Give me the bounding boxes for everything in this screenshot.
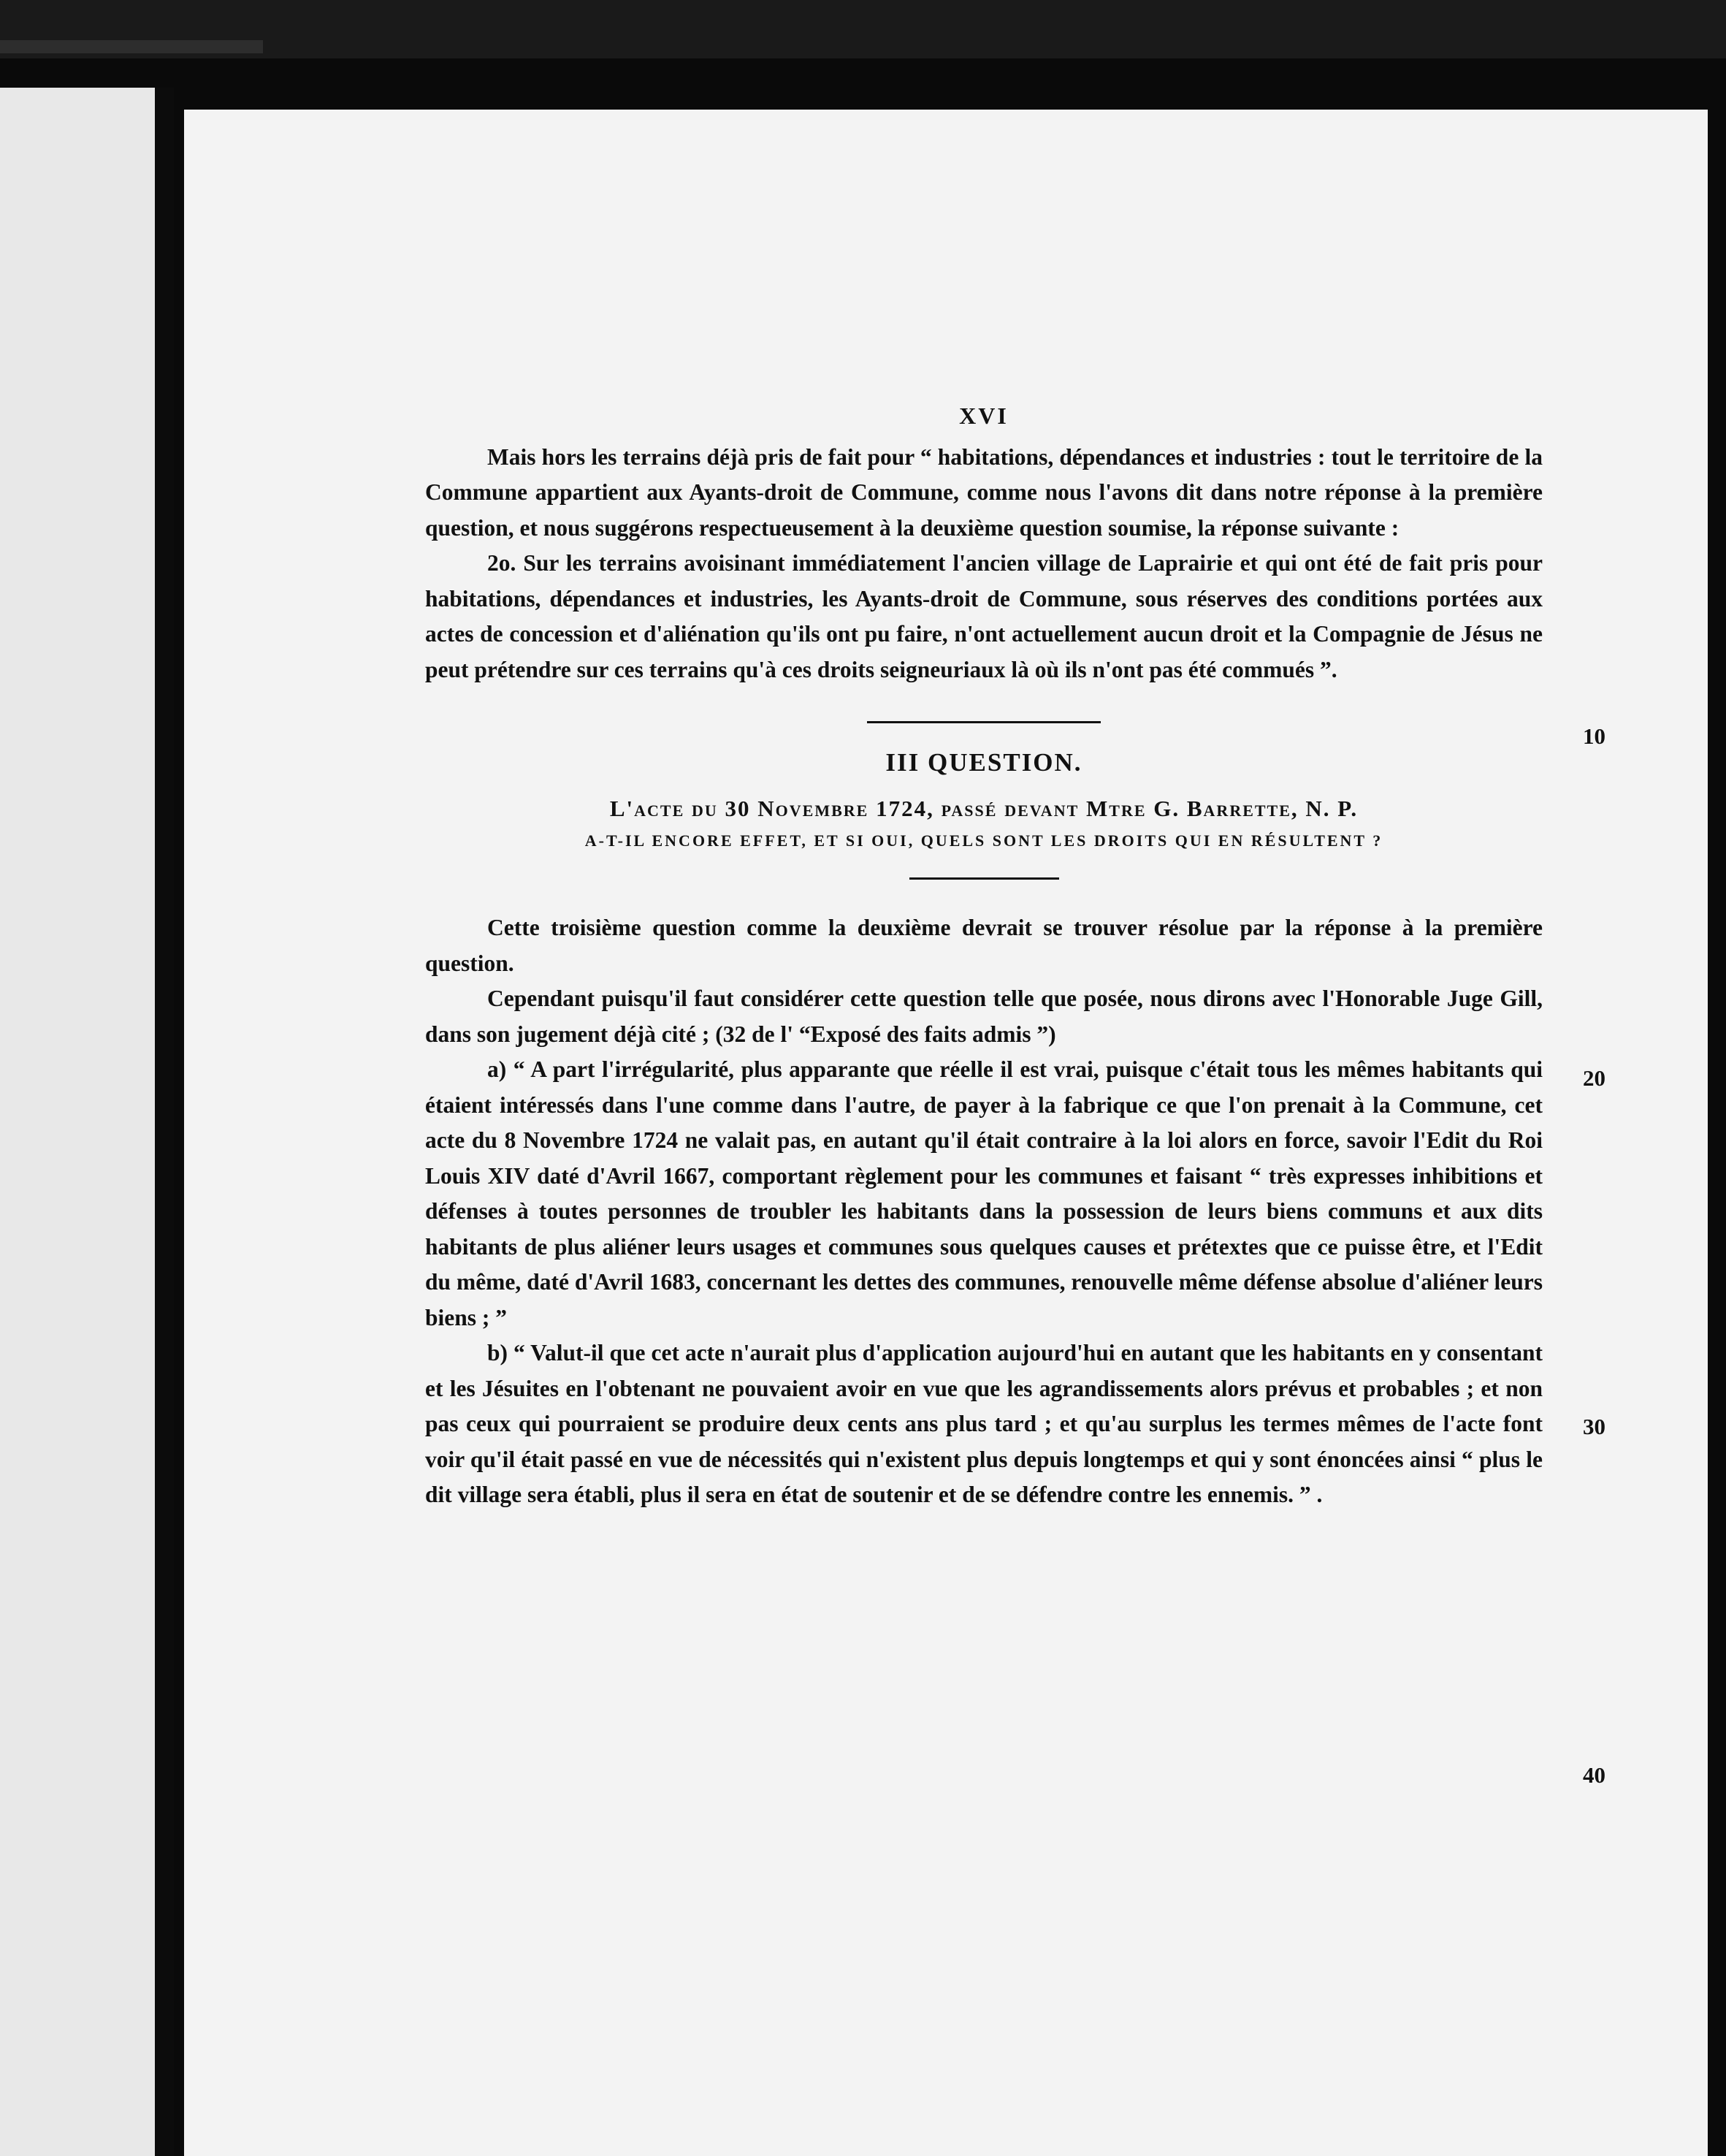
line-number: 20 [1583,1065,1605,1091]
page-number-header: XVI [959,403,1009,429]
paragraph: Mais hors les terrains déjà pris de fait pour “ habitations, dépendances et industries : tout le territoire de la Commune appartient aux Ayants-droit de Commune, comme nous l'avons dit dans notre réponse à la première question, et nous suggérons respectueusement à la deuxième question soumise, la réponse suivante : [425,443,1543,541]
scan-artifact [0,40,263,53]
page-body [425,398,1543,1513]
line-number: 30 [1583,1414,1605,1439]
line-number: 10 [1583,723,1605,749]
paragraph: b) “ Valut-il que cet acte n'aurait plus d'application aujourd'hui en autant que les habitants en y consentant et les Jésuites en l'obtenant ne pouvaient avoir en vue que les agrandissements alors prévus et probables ; et non pas ceux qui pourraient se produire deux cents ans plus tard ; et qu'au surplus les termes mêmes de l'acte font voir qu'il était passé en vue de nécessités qui n'existent plus depuis longtemps et qui y sont énoncées ainsi “ plus le dit village sera établi, plus il sera en état de soutenir et de se défendre contre les ennemis. ” . [425,1340,1543,1507]
section-subtitle: L'acte du 30 Novembre 1724, passé devant Mtre G. Barrette, N. P. [609,795,1359,821]
binding-shadow [155,88,174,2156]
document-page [184,110,1708,2156]
line-number: 40 [1583,1762,1605,1788]
paragraph: Cependant puisqu'il faut considérer cette question telle que posée, nous dirons avec l'Honorable Juge Gill, dans son jugement déjà cité ; (32 de l' “Exposé des faits admis ”) [425,986,1543,1047]
left-page-edge [0,88,169,2156]
paragraph: a) “ A part l'irrégularité, plus apparante que réelle il est vrai, puisque c'était tous les mêmes habitants qui étaient intéressés dans l'une comme dans l'autre, de payer à la fabrique ce que l'on prenait à la Commune, cet acte du 8 Novembre 1724 ne valait pas, en autant qu'il était contraire à la loi alors en force, savoir l'Edit du Roi Louis XIV daté d'Avril 1667, comportant règlement pour les communes et faisant “ très expresses inhibitions et défenses à toutes personnes de troubler les habitants dans la possession de leurs biens communs et aux dits habitants de plus aliéner leurs usages et communes sous quelques causes et prétextes que ce puisse être, et l'Edit du même, daté d'Avril 1683, concernant les dettes des communes, renouvelle même défense absolue d'aliéner leurs biens ; ” [425,1056,1543,1330]
section-title: III QUESTION. [885,748,1082,777]
paragraph: Cette troisième question comme la deuxième devrait se trouver résolue par la réponse à la première question. [425,915,1543,976]
section-subtitle: A-T-IL ENCORE EFFET, ET SI OUI, QUELS SONT LES DROITS QUI EN RÉSULTENT ? [584,831,1383,850]
paragraph: 2o. Sur les terrains avoisinant immédiatement l'ancien village de Laprairie et qui ont été de fait pris pour habitations, dépendances et industries, les Ayants-droit de Commune, sous réserves des conditions portées aux actes de concession et d'aliénation qu'ils ont pu faire, n'ont actuellement aucun droit et la Compagnie de Jésus ne peut prétendre sur ces terrains qu'à ces droits seigneuriaux là où ils n'ont pas été commués ”. [425,550,1543,682]
divider [867,721,1101,723]
divider [909,877,1059,880]
scan-top-border [0,0,1726,58]
